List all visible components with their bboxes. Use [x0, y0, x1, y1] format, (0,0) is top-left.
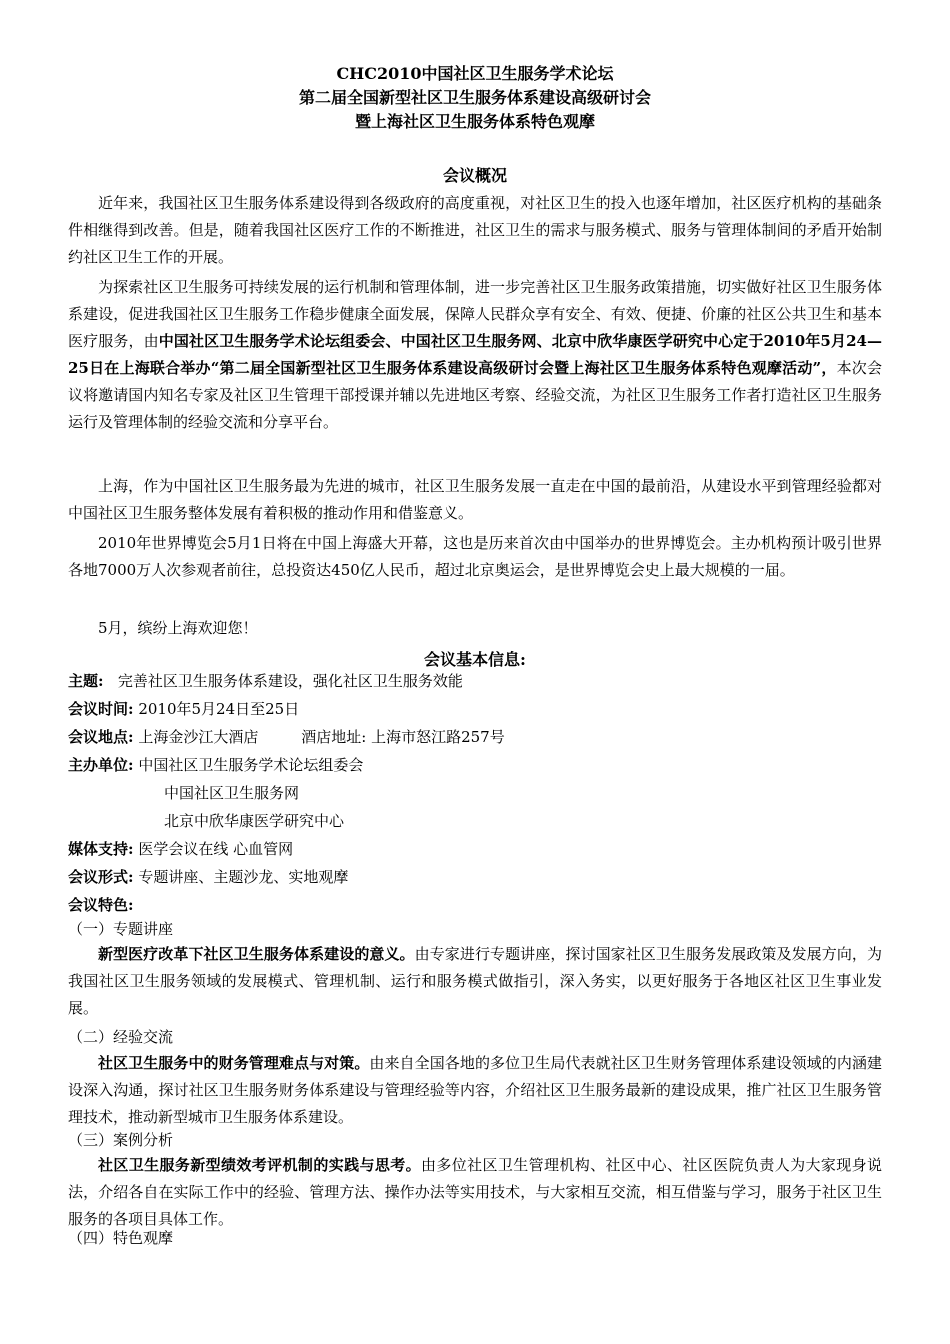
paragraph-2-intro: 为探索社区卫生服务可持续发展的运行机制和管理体制，进一步完善社区卫生服务政策措施，切实做好社区卫生服务体系建设，促进我国社区卫生服务工作稳步健康全面发展，保障人民群众享有安全、有效、便捷、价廉的社区公共卫生和基本医疗服务，由 [68, 278, 882, 350]
theme-row [68, 667, 882, 695]
overview-paragraph-2 [68, 274, 882, 436]
media-label: 媒体支持: [68, 840, 134, 858]
host-label: 主办单位: [68, 756, 134, 774]
feature-1-body [68, 941, 882, 1022]
basic-info-heading: 会议基本信息: [424, 650, 526, 669]
feature-1-topic: 新型医疗改革下社区卫生服务体系建设的意义。 [98, 945, 415, 963]
host-row [68, 751, 882, 779]
place-label: 会议地点: [68, 728, 134, 746]
time-value: 2010年5月24日至25日 [138, 700, 300, 718]
feature-3-text: 由多位社区卫生管理机构、社区中心、社区医院负责人为大家现身说法，介绍各自在实际工作中的经验、管理方法、操作办法等实用技术，与大家相互交流，相互借鉴与学习，服务于社区卫生服务的各项目具体工作。 [68, 1156, 882, 1228]
overview-paragraph-3: 上海，作为中国社区卫生服务最为先进的城市，社区卫生服务发展一直走在中国的最前沿，从建设水平到管理经验都对中国社区卫生服务整体发展有着积极的推动作用和借鉴意义。 [68, 477, 882, 522]
place-value: 上海金沙江大酒店 [138, 728, 259, 746]
time-label: 会议时间: [68, 700, 134, 718]
paragraph-2-closing: 本次会议将邀请国内知名专家及社区卫生管理干部授课并辅以先进地区考察、经验交流，为社区卫生服务工作者打造社区卫生服务运行及管理体制的经验交流和分享平台。 [68, 359, 882, 431]
form-value: 专题讲座、主题沙龙、实地观摩 [138, 868, 349, 886]
feature-1-title: （一）专题讲座 [68, 920, 174, 938]
host-row-3 [68, 807, 882, 835]
form-label: 会议形式: [68, 868, 134, 886]
title-line-2: 第二届全国新型社区卫生服务体系建设高级研讨会 [298, 88, 651, 107]
host-row-2 [68, 779, 882, 807]
media-row [68, 835, 882, 863]
title-line-3: 暨上海社区卫生服务体系特色观摩 [354, 112, 595, 131]
document-title [0, 62, 950, 134]
overview-paragraph-4: 2010年世界博览会5月1日将在中国上海盛大开幕，这也是历来首次由中国举办的世界博览会。主办机构预计吸引世界各地7000万人次参观者前往，总投资达450亿人民币，超过北京奥运会，是世界博览会史上最大规模的一届。 [68, 534, 882, 579]
feature-2-body [68, 1050, 882, 1131]
overview-paragraph-5: 5月，缤纷上海欢迎您！ [98, 619, 258, 637]
feature-1-text: 由专家进行专题讲座，探讨国家社区卫生服务发展政策及发展方向，为我国社区卫生服务领域的发展模式、管理机制、运行和服务模式做指引，深入务实，以更好服务于各地区社区卫生事业发展。 [68, 945, 882, 1017]
feature-3-body [68, 1152, 882, 1233]
theme-label: 主题: [68, 672, 104, 690]
theme-value: 完善社区卫生服务体系建设，强化社区卫生服务效能 [117, 672, 463, 690]
overview-heading: 会议概况 [442, 166, 507, 185]
paragraph-2-organizers: 中国社区卫生服务学术论坛组委会、中国社区卫生服务网、北京中欣华康医学研究中心定于2010年5月24—25日在上海联合举办“第二届全国新型社区卫生服务体系建设高级研讨会暨上海社区卫生服务体系特色观摩活动”， [68, 332, 882, 377]
feature-2-title: （二）经验交流 [68, 1028, 174, 1046]
host-3: 北京中欣华康医学研究中心 [164, 812, 345, 830]
hotel-address: 酒店地址: 上海市怒江路257号 [301, 728, 505, 746]
feature-2-topic: 社区卫生服务中的财务管理难点与对策。 [98, 1054, 370, 1072]
feature-4-title: （四）特色观摩 [68, 1229, 174, 1247]
form-row [68, 863, 882, 891]
host-1: 中国社区卫生服务学术论坛组委会 [138, 756, 364, 774]
place-row [68, 723, 882, 751]
feature-2-text: 由来自全国各地的多位卫生局代表就社区卫生财务管理体系建设领域的内涵建设深入沟通，探讨社区卫生服务财务体系建设与管理经验等内容，介绍社区卫生服务最新的建设成果，推广社区卫生服务管理技术，推动新型城市卫生服务体系建设。 [68, 1054, 882, 1126]
time-row [68, 695, 882, 723]
media-value: 医学会议在线 心血管网 [138, 840, 294, 858]
host-2: 中国社区卫生服务网 [164, 784, 300, 802]
feature-3-topic: 社区卫生服务新型绩效考评机制的实践与思考。 [98, 1156, 421, 1174]
title-line-1: CHC2010中国社区卫生服务学术论坛 [336, 64, 614, 83]
feature-label: 会议特色: [68, 896, 134, 914]
feature-3-title: （三）案例分析 [68, 1131, 174, 1149]
feature-row [68, 891, 882, 919]
overview-paragraph-1: 近年来，我国社区卫生服务体系建设得到各级政府的高度重视，对社区卫生的投入也逐年增加，社区医疗机构的基础条件相继得到改善。但是，随着我国社区医疗工作的不断推进，社区卫生的需求与服务模式、服务与管理体制间的矛盾开始制约社区卫生工作的开展。 [68, 194, 882, 266]
